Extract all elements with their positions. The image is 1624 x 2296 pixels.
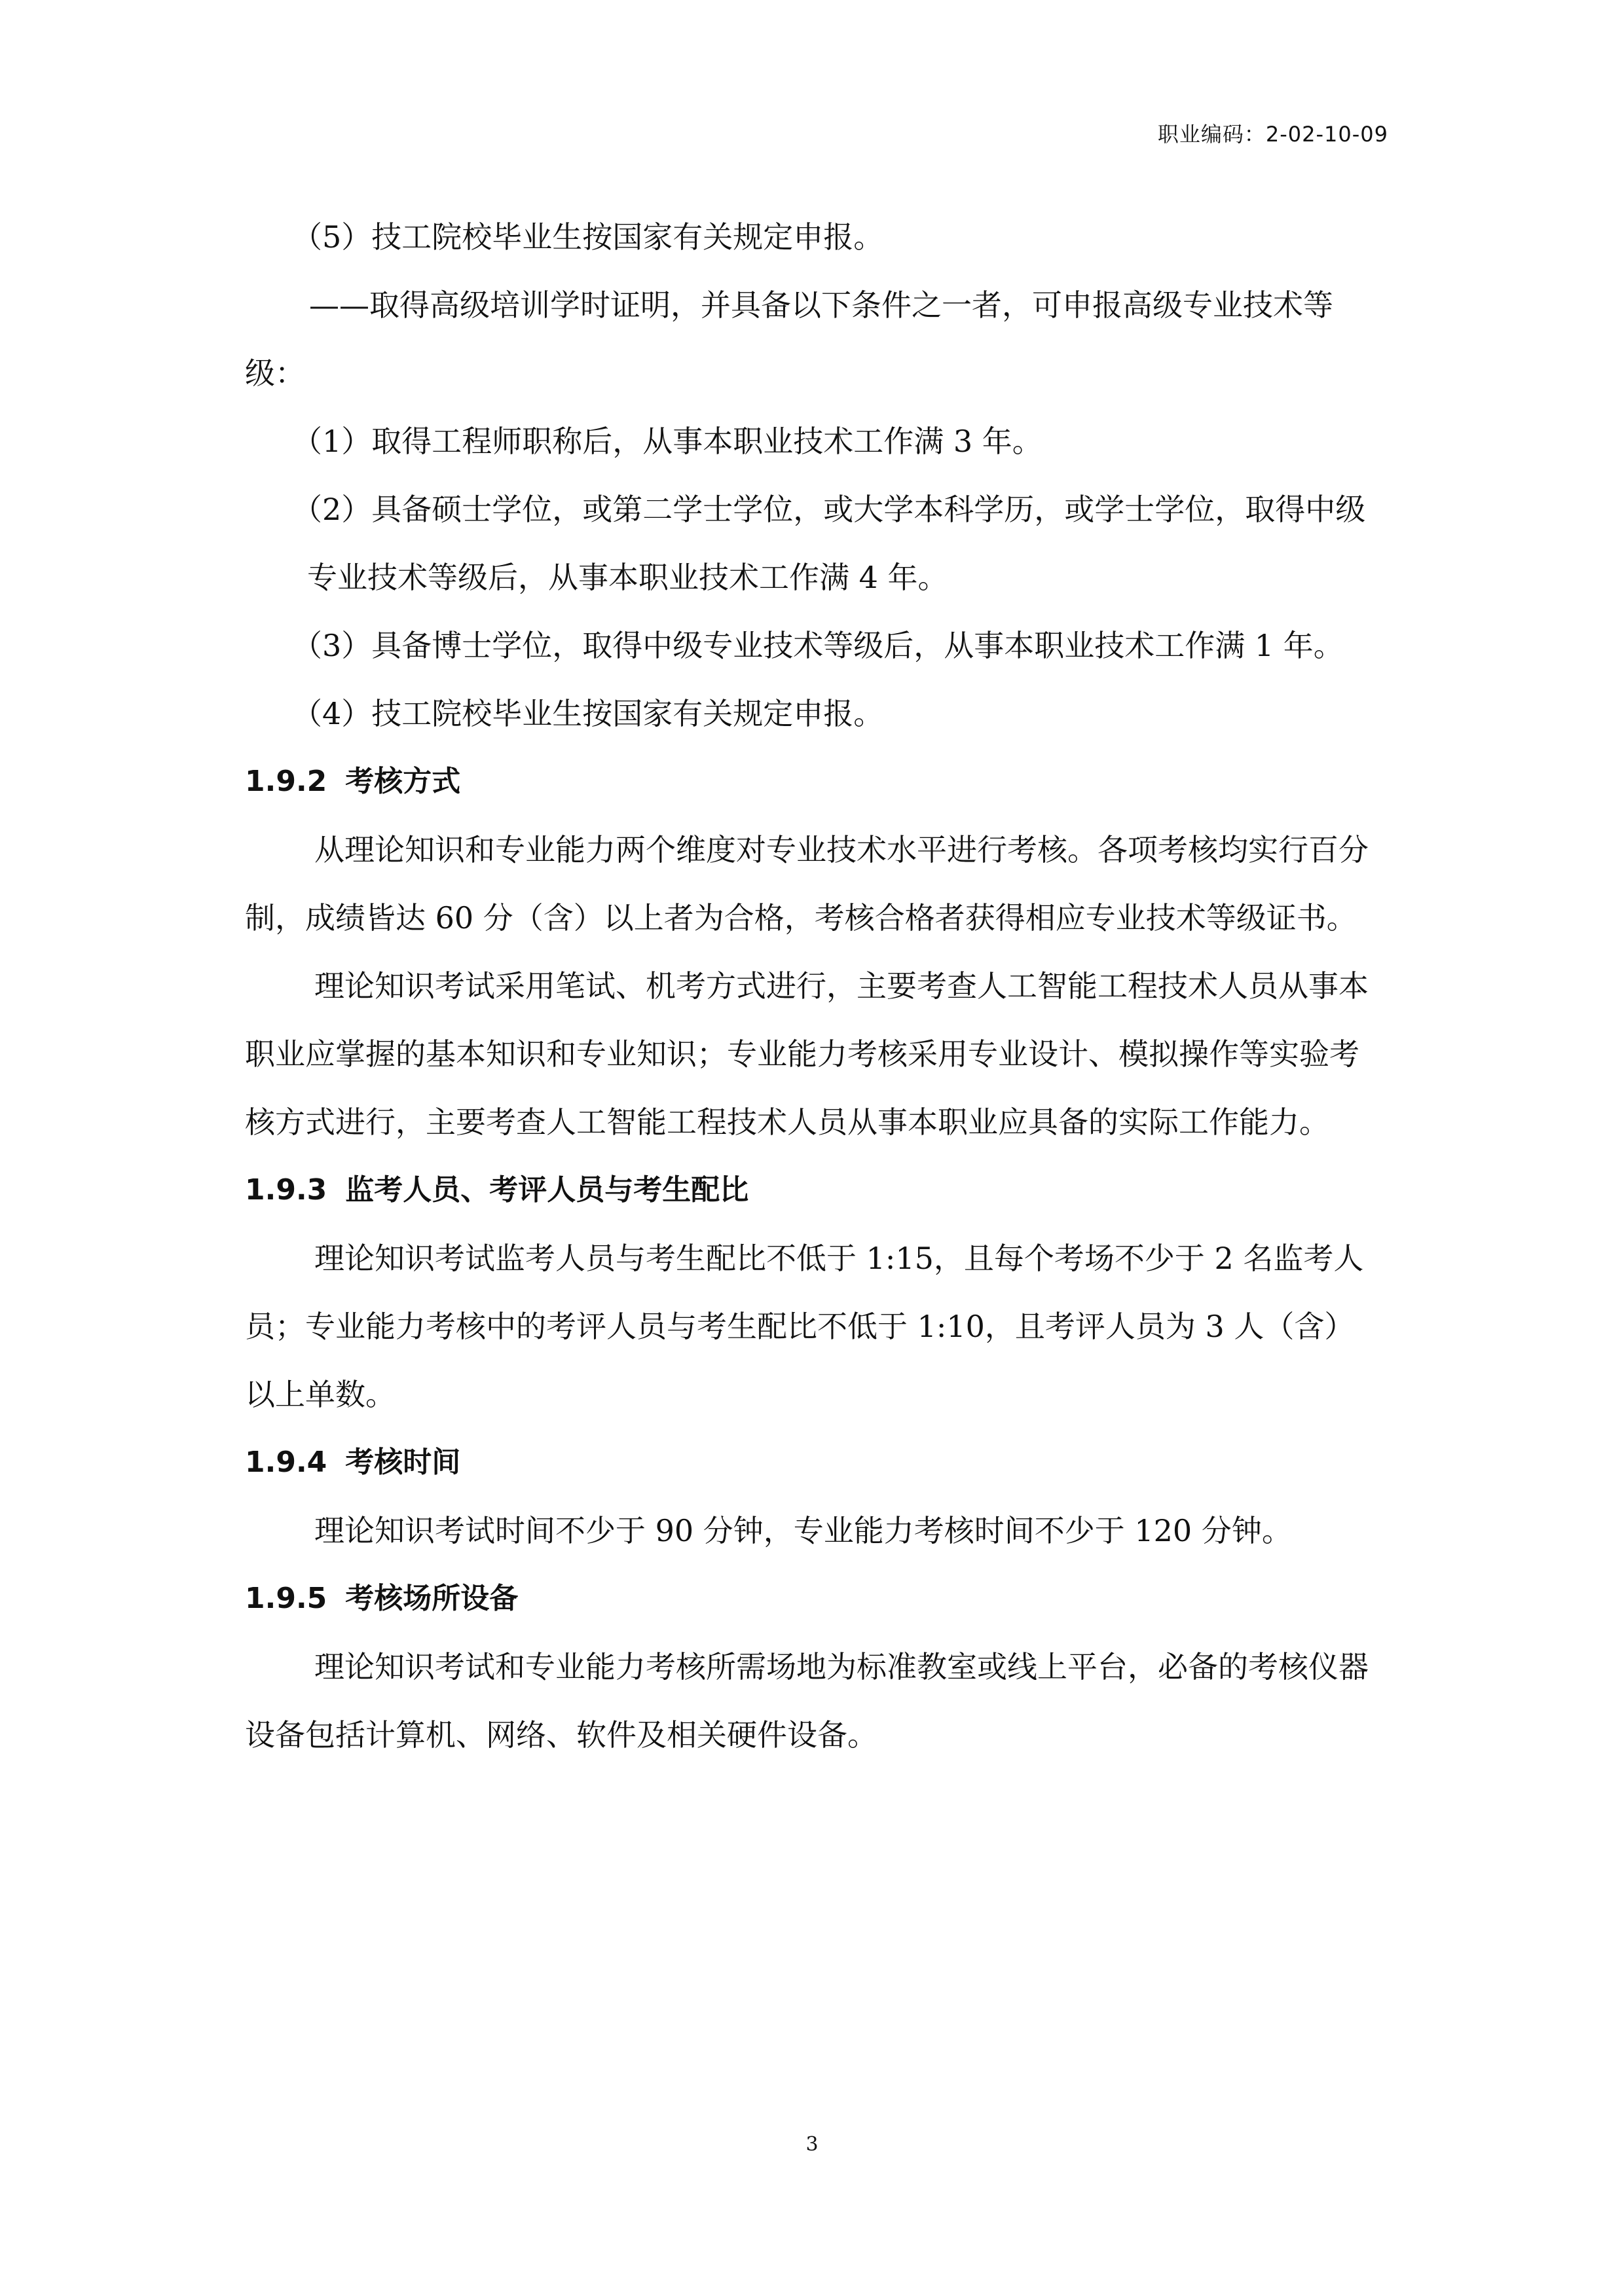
section-number: 1.9.2 [245,765,327,798]
paragraph: 理论知识考试时间不少于 90 分钟，专业能力考核时间不少于 120 分钟。 [314,1513,1292,1548]
senior-level-intro: ——取得高级培训学时证明，并具备以下条件之一者，可申报高级专业技术等级： [245,287,1333,391]
paragraph: 从理论知识和专业能力两个维度对专业技术水平进行考核。各项考核均实行百分制，成绩皆达 60 分（含）以上者为合格，考核合格者获得相应专业技术等级证书。 [245,832,1369,936]
paragraph: 理论知识考试和专业能力考核所需场地为标准教室或线上平台，必备的考核仪器设备包括计算机、网络、软件及相关硬件设备。 [245,1649,1369,1753]
page-number: 3 [805,2133,819,2156]
section-heading-staff-ratio [245,1156,1379,1224]
section-title: 考核方式 [345,765,461,798]
requirement-item: （4）技工院校毕业生按国家有关规定申报。 [292,696,884,731]
requirement-item: （3）具备博士学位，取得中级专业技术等级后，从事本职业技术工作满 1 年。 [292,628,1344,663]
section-title: 监考人员、考评人员与考生配比 [345,1173,749,1207]
requirement-item: （2）具备硕士学位，或第二学士学位，或大学本科学历，或学士学位，取得中级专业技术等级后，从事本职业技术工作满 4 年。 [292,492,1366,595]
section-number: 1.9.5 [245,1582,327,1615]
section-heading-assessment-method [245,748,1379,816]
paragraph: 理论知识考试采用笔试、机考方式进行，主要考查人工智能工程技术人员从事本职业应掌握的基本知识和专业知识；专业能力考核采用专业设计、模拟操作等实验考核方式进行，主要考查人工智能工程技术人员从事本职业应具备的实际工作能力。 [245,968,1369,1140]
section-number: 1.9.3 [245,1173,327,1207]
paragraph: 理论知识考试监考人员与考生配比不低于 1:15，且每个考场不少于 2 名监考人员；专业能力考核中的考评人员与考生配比不低于 1:10，且考评人员为 3 人（含）以上单数。 [245,1241,1364,1412]
section-title: 考核时间 [345,1446,461,1479]
section-heading-assessment-time [245,1429,1379,1497]
section-title: 考核场所设备 [345,1582,519,1615]
requirement-item: （1）取得工程师职称后，从事本职业技术工作满 3 年。 [292,424,1043,459]
occupation-code: 职业编码：2-02-10-09 [1157,122,1388,147]
document-body [245,203,1379,1769]
requirement-item: （5）技工院校毕业生按国家有关规定申报。 [292,219,884,255]
section-heading-venue-equipment [245,1565,1379,1633]
section-number: 1.9.4 [245,1446,327,1479]
